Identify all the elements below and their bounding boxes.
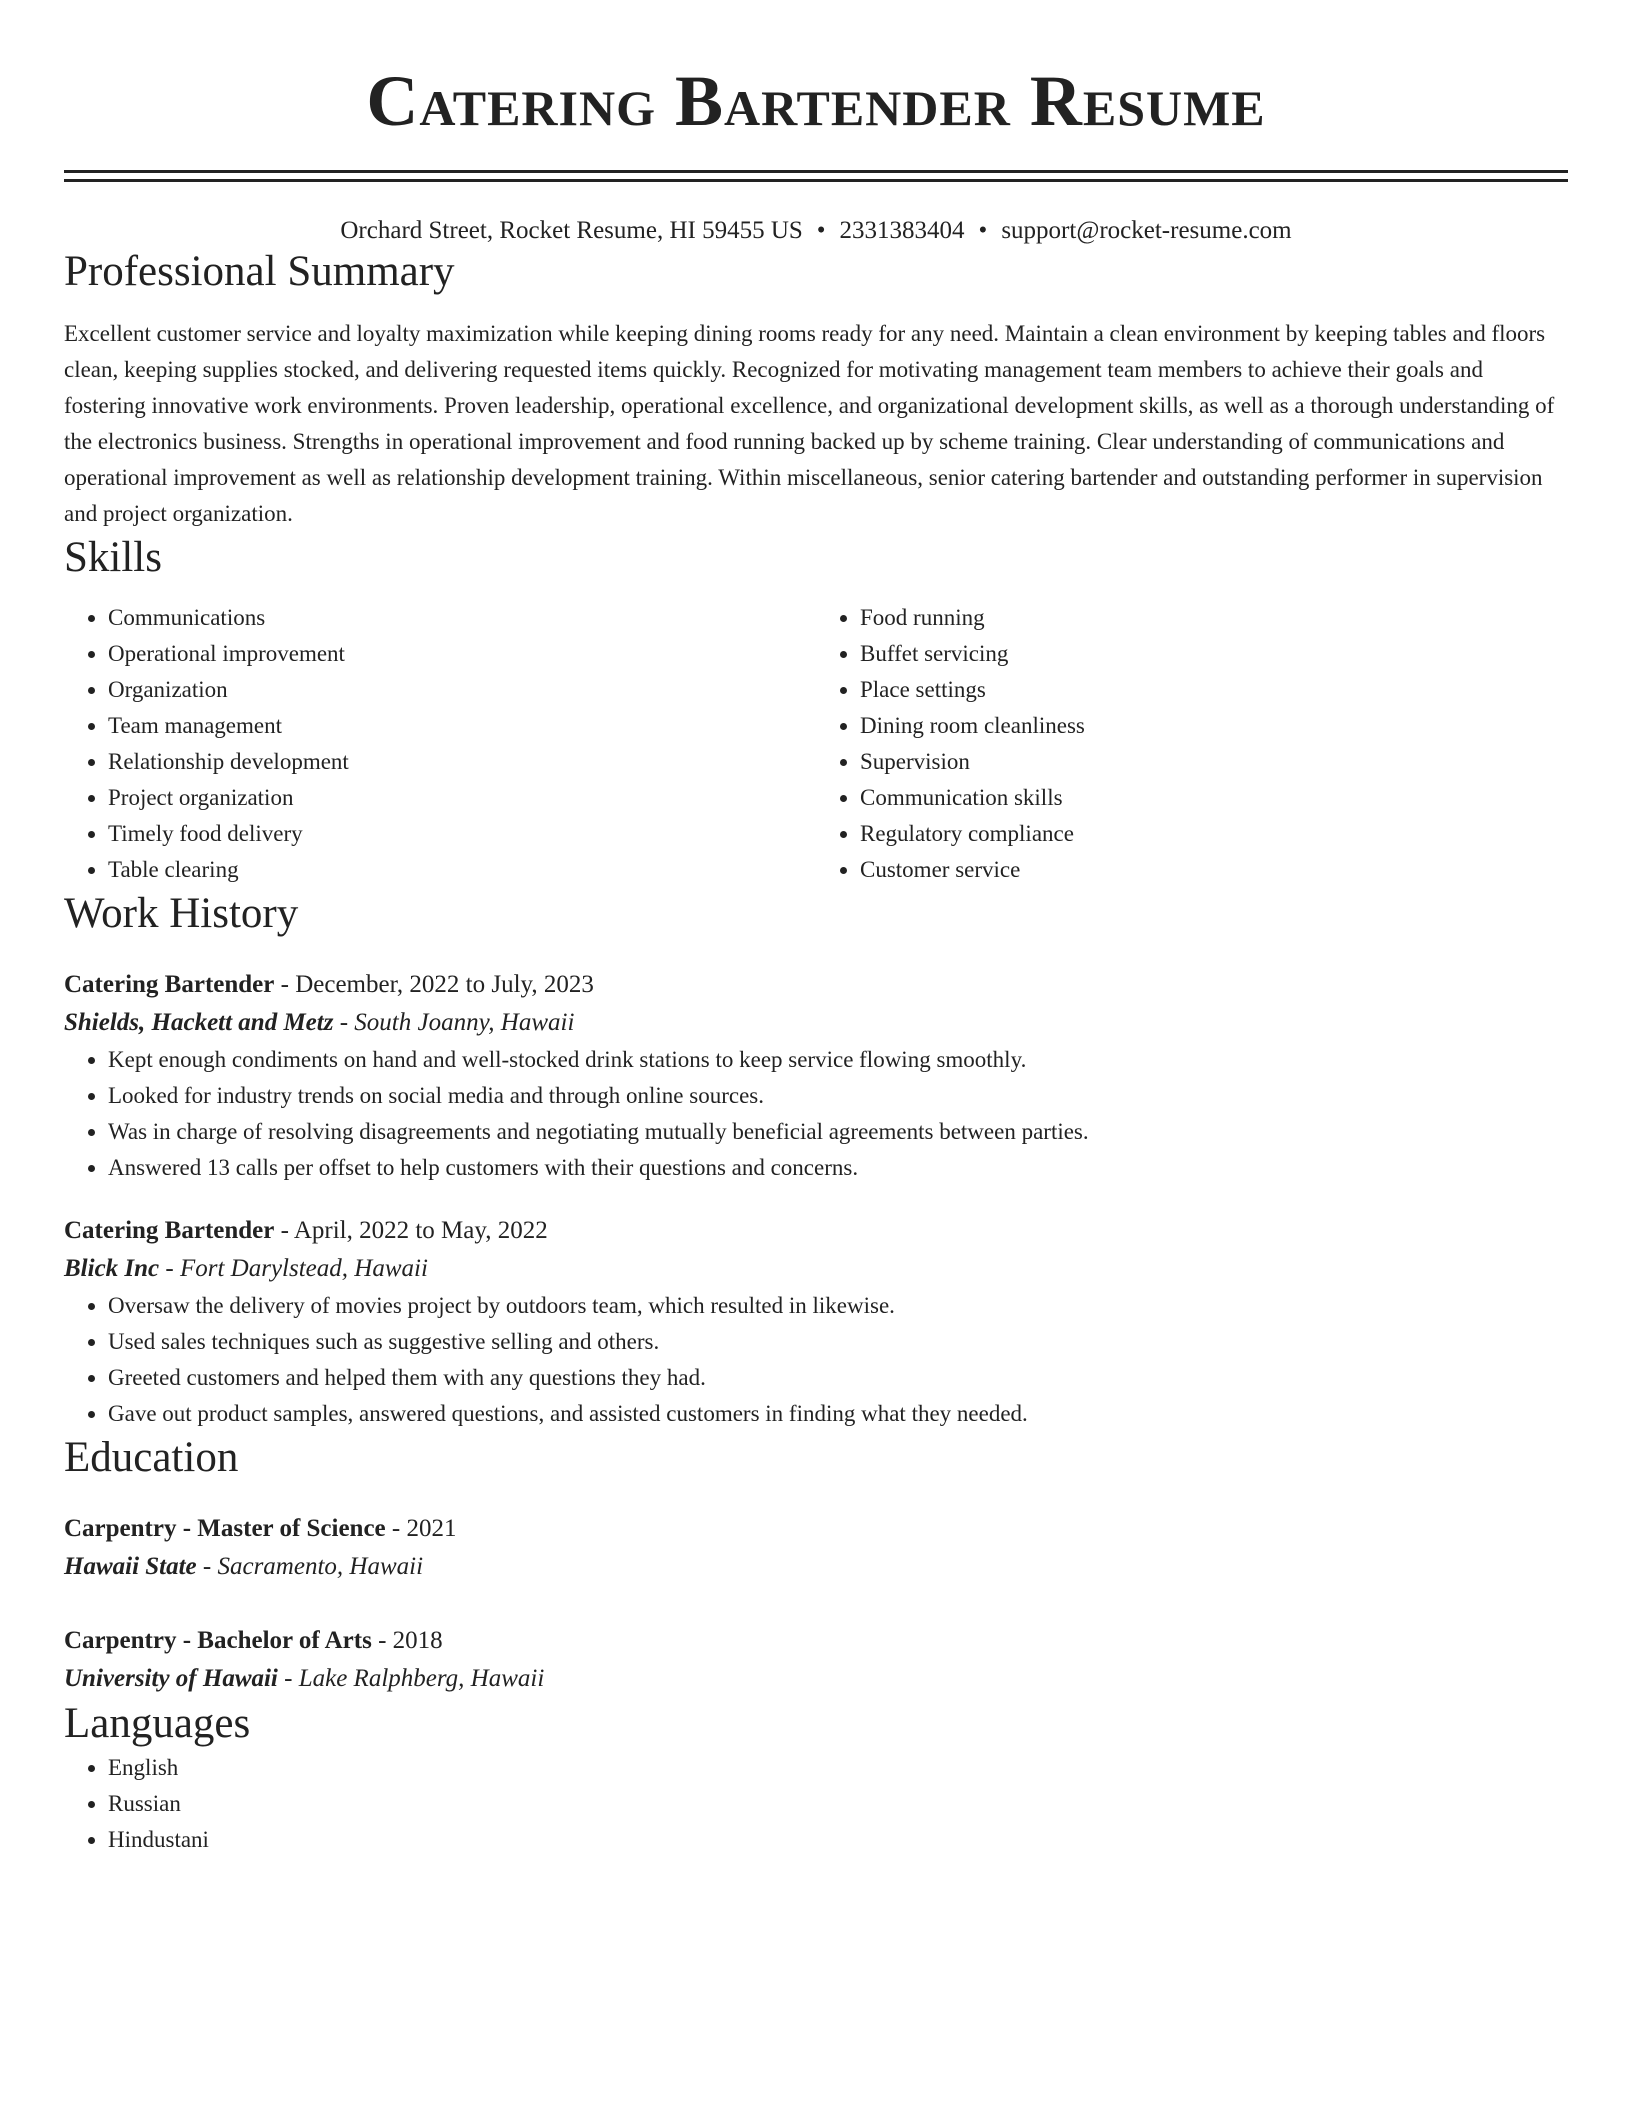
job-bullet: • Oversaw the delivery of movies project by outdoors team, which resulted in likewise. [108,1288,1568,1324]
job-location: - South Joanny, Hawaii [333,1009,575,1036]
skill-item: • Project organization [108,780,816,816]
languages-list [64,1750,1568,1858]
skill-item: • Regulatory compliance [860,816,1568,852]
job-title-line [64,1212,1568,1250]
job-bullet: • Looked for industry trends on social media and through online sources. [108,1078,1568,1114]
skill-item: • Supervision [860,744,1568,780]
contact-email[interactable]: support@rocket-resume.com [1001,217,1292,244]
job-dates: - April, 2022 to May, 2022 [274,1217,548,1244]
skills-list-left [64,600,816,888]
job-bullet: • Kept enough condiments on hand and well-stocked drink stations to keep service flowing smoothly. [108,1042,1568,1078]
job-company-line [64,1004,1568,1042]
education-entry [64,1622,1568,1698]
skill-item: • Place settings [860,672,1568,708]
job-dates: - December, 2022 to July, 2023 [274,971,594,998]
skill-item: • Operational improvement [108,636,816,672]
education-degree: Carpentry - Bachelor of Arts [64,1627,372,1654]
job-bullet: • Greeted customers and helped them with any questions they had. [108,1360,1568,1396]
summary-heading: Professional Summary [64,248,455,295]
title-divider-bottom [64,179,1568,182]
skill-item: • Communication skills [860,780,1568,816]
education-school-line [64,1660,1568,1698]
skill-item: • Relationship development [108,744,816,780]
skills-heading: Skills [64,534,162,581]
education-year: - 2021 [385,1515,457,1542]
work-history-heading: Work History [64,890,299,937]
skill-item: • Customer service [860,852,1568,888]
skill-item: • Timely food delivery [108,816,816,852]
skill-item: • Table clearing [108,852,816,888]
job-entry [64,1212,1568,1432]
education-school: University of Hawaii [64,1665,278,1692]
education-school-line [64,1548,1568,1586]
summary-text: Excellent customer service and loyalty maximization while keeping dining rooms ready for any need. Maintain a clean environment by keeping tables and floors clean, keeping supplies stocked, and delivering requested items quickly. Recognized for motivating management team members to achieve their goals and fostering innovative work environments. Proven leadership, operational excellence, and organizational development skills, as well as a thorough understanding of the electronics business. Strengths in operational improvement and food running backed up by scheme training. Clear understanding of communications and operational improvement as well as relationship development training. Within miscellaneous, senior catering bartender and outstanding performer in supervision and project organization. [64,321,1555,526]
job-bullet: • Used sales techniques such as suggestive selling and others. [108,1324,1568,1360]
skill-item: • Food running [860,600,1568,636]
job-title: Catering Bartender [64,971,275,998]
language-item: • Hindustani [108,1822,1568,1858]
job-location: - Fort Darylstead, Hawaii [159,1255,428,1282]
job-bullet: • Answered 13 calls per offset to help customers with their questions and concerns. [108,1150,1568,1186]
contact-line [64,216,1568,246]
languages-heading: Languages [64,1700,251,1747]
job-entry [64,966,1568,1186]
education-entry [64,1510,1568,1586]
contact-separator: • [978,217,988,244]
education-location: - Lake Ralphberg, Hawaii [277,1665,545,1692]
contact-phone: 2331383404 [839,217,965,244]
job-company: Blick Inc [64,1255,160,1282]
skill-item: • Organization [108,672,816,708]
job-title-line [64,966,1568,1004]
job-bullets [64,1288,1568,1432]
job-bullets [64,1042,1568,1186]
education-degree-line [64,1622,1568,1660]
job-bullet: • Gave out product samples, answered questions, and assisted customers in finding what they needed. [108,1396,1568,1432]
job-company: Shields, Hackett and Metz [64,1009,334,1036]
education-location: - Sacramento, Hawaii [196,1553,424,1580]
skill-item: • Communications [108,600,816,636]
contact-separator: • [816,217,826,244]
language-item: • English [108,1750,1568,1786]
education-degree: Carpentry - Master of Science [64,1515,386,1542]
education-year: - 2018 [371,1627,443,1654]
skill-item: • Team management [108,708,816,744]
education-heading: Education [64,1434,239,1481]
job-company-line [64,1250,1568,1288]
skill-item: • Dining room cleanliness [860,708,1568,744]
education-school: Hawaii State [64,1553,197,1580]
resume-title: Catering Bartender Resume [366,61,1266,141]
title-divider-top [64,170,1568,173]
education-degree-line [64,1510,1568,1548]
skills-list-right [816,600,1568,888]
language-item: • Russian [108,1786,1568,1822]
job-bullet: • Was in charge of resolving disagreements and negotiating mutually beneficial agreements between parties. [108,1114,1568,1150]
contact-address: Orchard Street, Rocket Resume, HI 59455 US [340,217,803,244]
skills-columns [64,600,1568,888]
skill-item: • Buffet servicing [860,636,1568,672]
job-title: Catering Bartender [64,1217,275,1244]
